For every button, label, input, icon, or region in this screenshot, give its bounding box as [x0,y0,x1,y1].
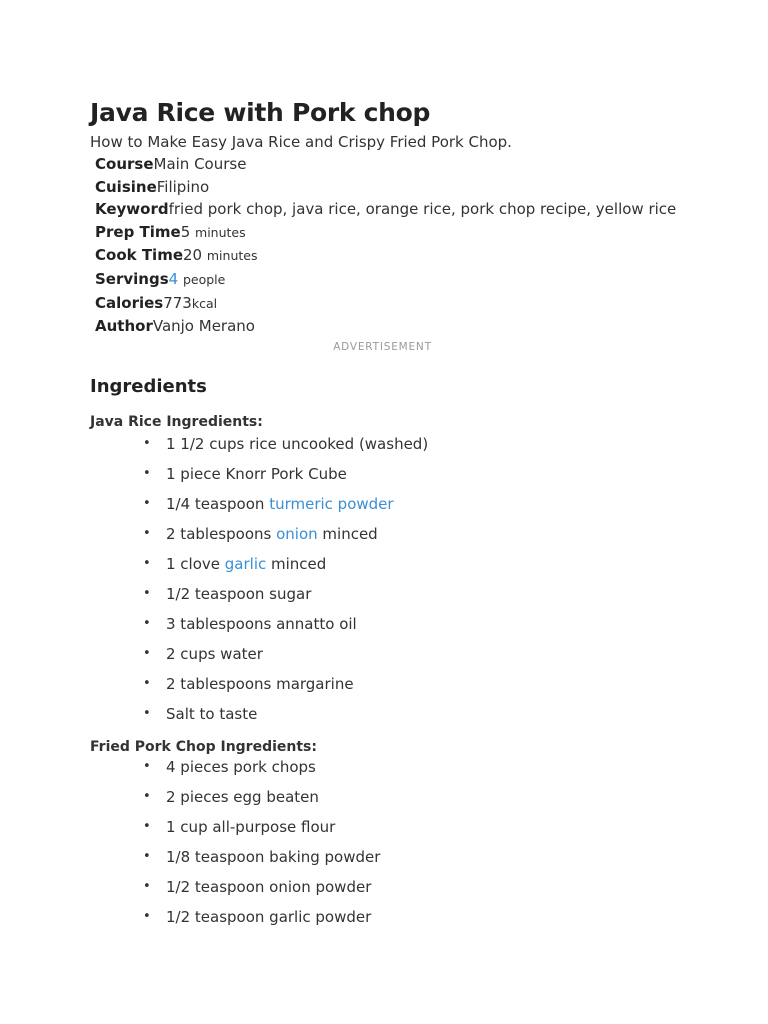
meta-servings-label: Servings [95,269,169,288]
ingredients-heading: Ingredients [90,375,207,397]
ingredient-link[interactable]: onion [276,524,318,543]
ingredient-item [90,847,750,877]
meta-calories [95,292,750,316]
ingredient-text-suffix: minced [266,554,327,573]
meta-cook-time-value: 20 [183,246,203,265]
ingredient-group-heading: Java Rice Ingredients: [90,413,263,430]
ingredient-text: 1/8 teaspoon baking powder [166,847,381,866]
ingredient-text: 2 cups water [166,644,263,663]
bullet-icon: • [143,908,151,924]
ingredient-text: 1/2 teaspoon sugar [166,584,312,603]
ingredient-text: 3 tablespoons annatto oil [166,614,357,633]
meta-cook-time-label: Cook Time [95,246,183,265]
ingredient-text: 4 pieces pork chops [166,757,316,776]
ingredient-item [90,674,750,704]
meta-author-label: Author [95,317,153,336]
ingredient-item [90,757,750,787]
meta-cuisine-label: Cuisine [95,177,157,196]
ingredient-text: Salt to taste [166,704,258,723]
meta-servings-unit: people [182,271,226,287]
ingredient-text: 1/2 teaspoon onion powder [166,877,372,896]
meta-course-label: Course [95,155,154,173]
ingredient-list [90,757,750,937]
recipe-summary: How to Make Easy Java Rice and Crispy Fried Pork Chop. [90,133,512,151]
meta-course [95,153,750,176]
ingredient-group-heading: Fried Pork Chop Ingredients: [90,738,317,755]
ingredient-list [90,434,750,729]
meta-calories-label: Calories [95,293,164,312]
ingredient-text: 1 cup all-purpose flour [166,817,336,836]
meta-keyword-value: fried pork chop, java rice, orange rice, pork chop recipe, yellow rice [168,200,677,219]
ingredient-item [90,907,750,937]
ingredient-text: 2 tablespoons margarine [166,674,354,693]
bullet-icon: • [143,705,151,721]
meta-calories-value: 773 [163,293,192,312]
bullet-icon: • [143,788,151,804]
ingredient-link[interactable]: turmeric powder [269,494,394,513]
bullet-icon: • [143,848,151,864]
bullet-icon: • [143,758,151,774]
meta-prep-time-unit: minutes [195,224,246,240]
ingredient-item [90,817,750,847]
meta-prep-time [95,221,750,245]
meta-course-value: Main Course [153,155,247,173]
ingredient-item [90,494,750,524]
bullet-icon: • [143,525,151,541]
meta-cuisine-value: Filipino [156,177,210,196]
meta-cuisine [95,176,750,199]
ingredient-item [90,704,750,729]
meta-cook-time [95,244,750,268]
meta-prep-time-label: Prep Time [95,222,181,241]
ingredient-item [90,524,750,554]
bullet-icon: • [143,615,151,631]
meta-cook-time-unit: minutes [206,248,258,264]
ingredient-item [90,464,750,494]
bullet-icon: • [143,585,151,601]
bullet-icon: • [143,495,151,511]
bullet-icon: • [143,555,151,571]
meta-calories-unit: kcal [191,295,218,311]
ingredient-item [90,584,750,614]
ingredient-text: 1 piece Knorr Pork Cube [166,464,347,483]
meta-author-value: Vanjo Merano [152,317,255,336]
ingredient-text: 2 tablespoons [166,524,277,543]
bullet-icon: • [143,675,151,691]
ingredient-item [90,877,750,907]
ingredient-text: 1/4 teaspoon [166,494,270,513]
meta-author [95,315,750,338]
ingredient-item [90,644,750,674]
recipe-page [90,96,750,937]
ingredient-item [90,554,750,584]
ingredient-item [90,614,750,644]
meta-keyword [95,198,750,221]
meta-keyword-label: Keyword [95,200,169,219]
ingredient-link[interactable]: garlic [224,554,267,573]
servings-adjust-link[interactable]: 4 [168,269,179,288]
bullet-icon: • [143,645,151,661]
bullet-icon: • [143,818,151,834]
meta-prep-time-value: 5 [180,222,191,241]
bullet-icon: • [143,878,151,894]
ingredient-text: 1/2 teaspoon garlic powder [166,907,372,926]
bullet-icon: • [143,465,151,481]
ingredient-item [90,787,750,817]
advertisement-label: ADVERTISEMENT [333,340,432,353]
ingredient-text: 1 1/2 cups rice uncooked (washed) [166,434,429,453]
ingredient-text: 2 pieces egg beaten [166,787,319,806]
ingredient-item [90,434,750,464]
recipe-title: Java Rice with Pork chop [90,98,431,127]
recipe-meta [90,153,750,338]
meta-servings [95,268,750,292]
bullet-icon: • [143,435,151,451]
ingredient-text: 1 clove [166,554,225,573]
ingredient-text-suffix: minced [317,524,378,543]
